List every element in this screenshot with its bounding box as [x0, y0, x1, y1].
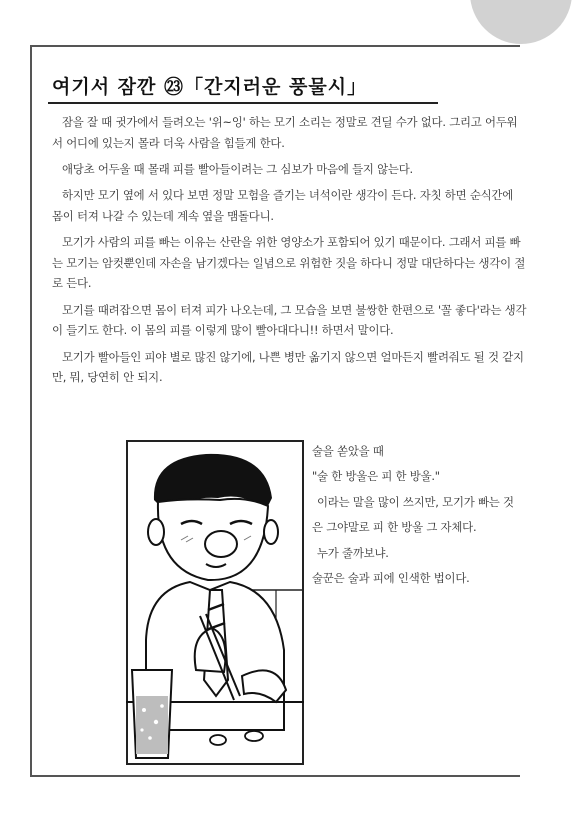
- paragraph: 모기가 사람의 피를 빠는 이유는 산란을 위한 영양소가 포함되어 있기 때문이다. 그래서 피를 빠는 모기는 암컷뿐인데 자손을 남기겠다는 일념으로 위험한 짓을 하다니 정말 대단하다는 생각이 절로 든다.: [52, 235, 526, 291]
- corner-tab-circle: [470, 0, 572, 44]
- side-caption: [312, 440, 524, 592]
- caption-line: 이라는 말을 많이 쓰지만, 모기가 빠는 것: [317, 494, 514, 509]
- paragraph: 하지만 모기 옆에 서 있다 보면 정말 모험을 즐기는 녀석이란 생각이 든다. 자칫 하면 순식간에 몸이 터져 나갈 수 있는데 계속 옆을 맴돌다니.: [52, 188, 514, 223]
- section-title: 여기서 잠깐 ㉓「간지러운 풍물시」: [52, 76, 368, 98]
- article-body: [52, 112, 527, 393]
- caption-line: 술을 쏟았을 때: [312, 444, 384, 458]
- caption-line: 술꾼은 술과 피에 인색한 법이다.: [312, 571, 470, 586]
- cartoon-illustration: [126, 440, 304, 765]
- paragraph: 애당초 어두울 때 몰래 피를 빨아들이려는 그 심보가 마음에 들지 않는다.: [62, 161, 413, 176]
- paragraph: 잠을 잘 때 귓가에서 들려오는 '위~잉' 하는 모기 소리는 정말로 견딜 수가 없다. 그리고 어두워서 어디에 있는지 몰라 더욱 사람을 힘들게 한다.: [52, 115, 518, 150]
- caption-line: 누가 줄까보냐.: [317, 545, 389, 560]
- cartoon-man-drinking-icon: [126, 440, 304, 765]
- paragraph: 모기가 빨아들인 피야 별로 많진 않기에, 나쁜 병만 옮기지 않으면 얼마든지 빨려줘도 될 것 같지만, 뭐, 당연히 안 되지.: [52, 349, 524, 385]
- caption-line: "술 한 방울은 피 한 방울.": [312, 469, 440, 484]
- paragraph: 모기를 때려잡으면 몸이 터져 피가 나오는데, 그 모습을 보면 불쌍한 한편으로 '꼴 좋다'라는 생각이 들기도 한다. 이 몸의 피를 이렇게 많이 빨아대다니!! 하면서 말이다.: [52, 302, 527, 338]
- title-underline: [48, 102, 438, 104]
- caption-line: 은 그야말로 피 한 방울 그 자체다.: [312, 520, 477, 535]
- bottom-rule: [30, 775, 520, 777]
